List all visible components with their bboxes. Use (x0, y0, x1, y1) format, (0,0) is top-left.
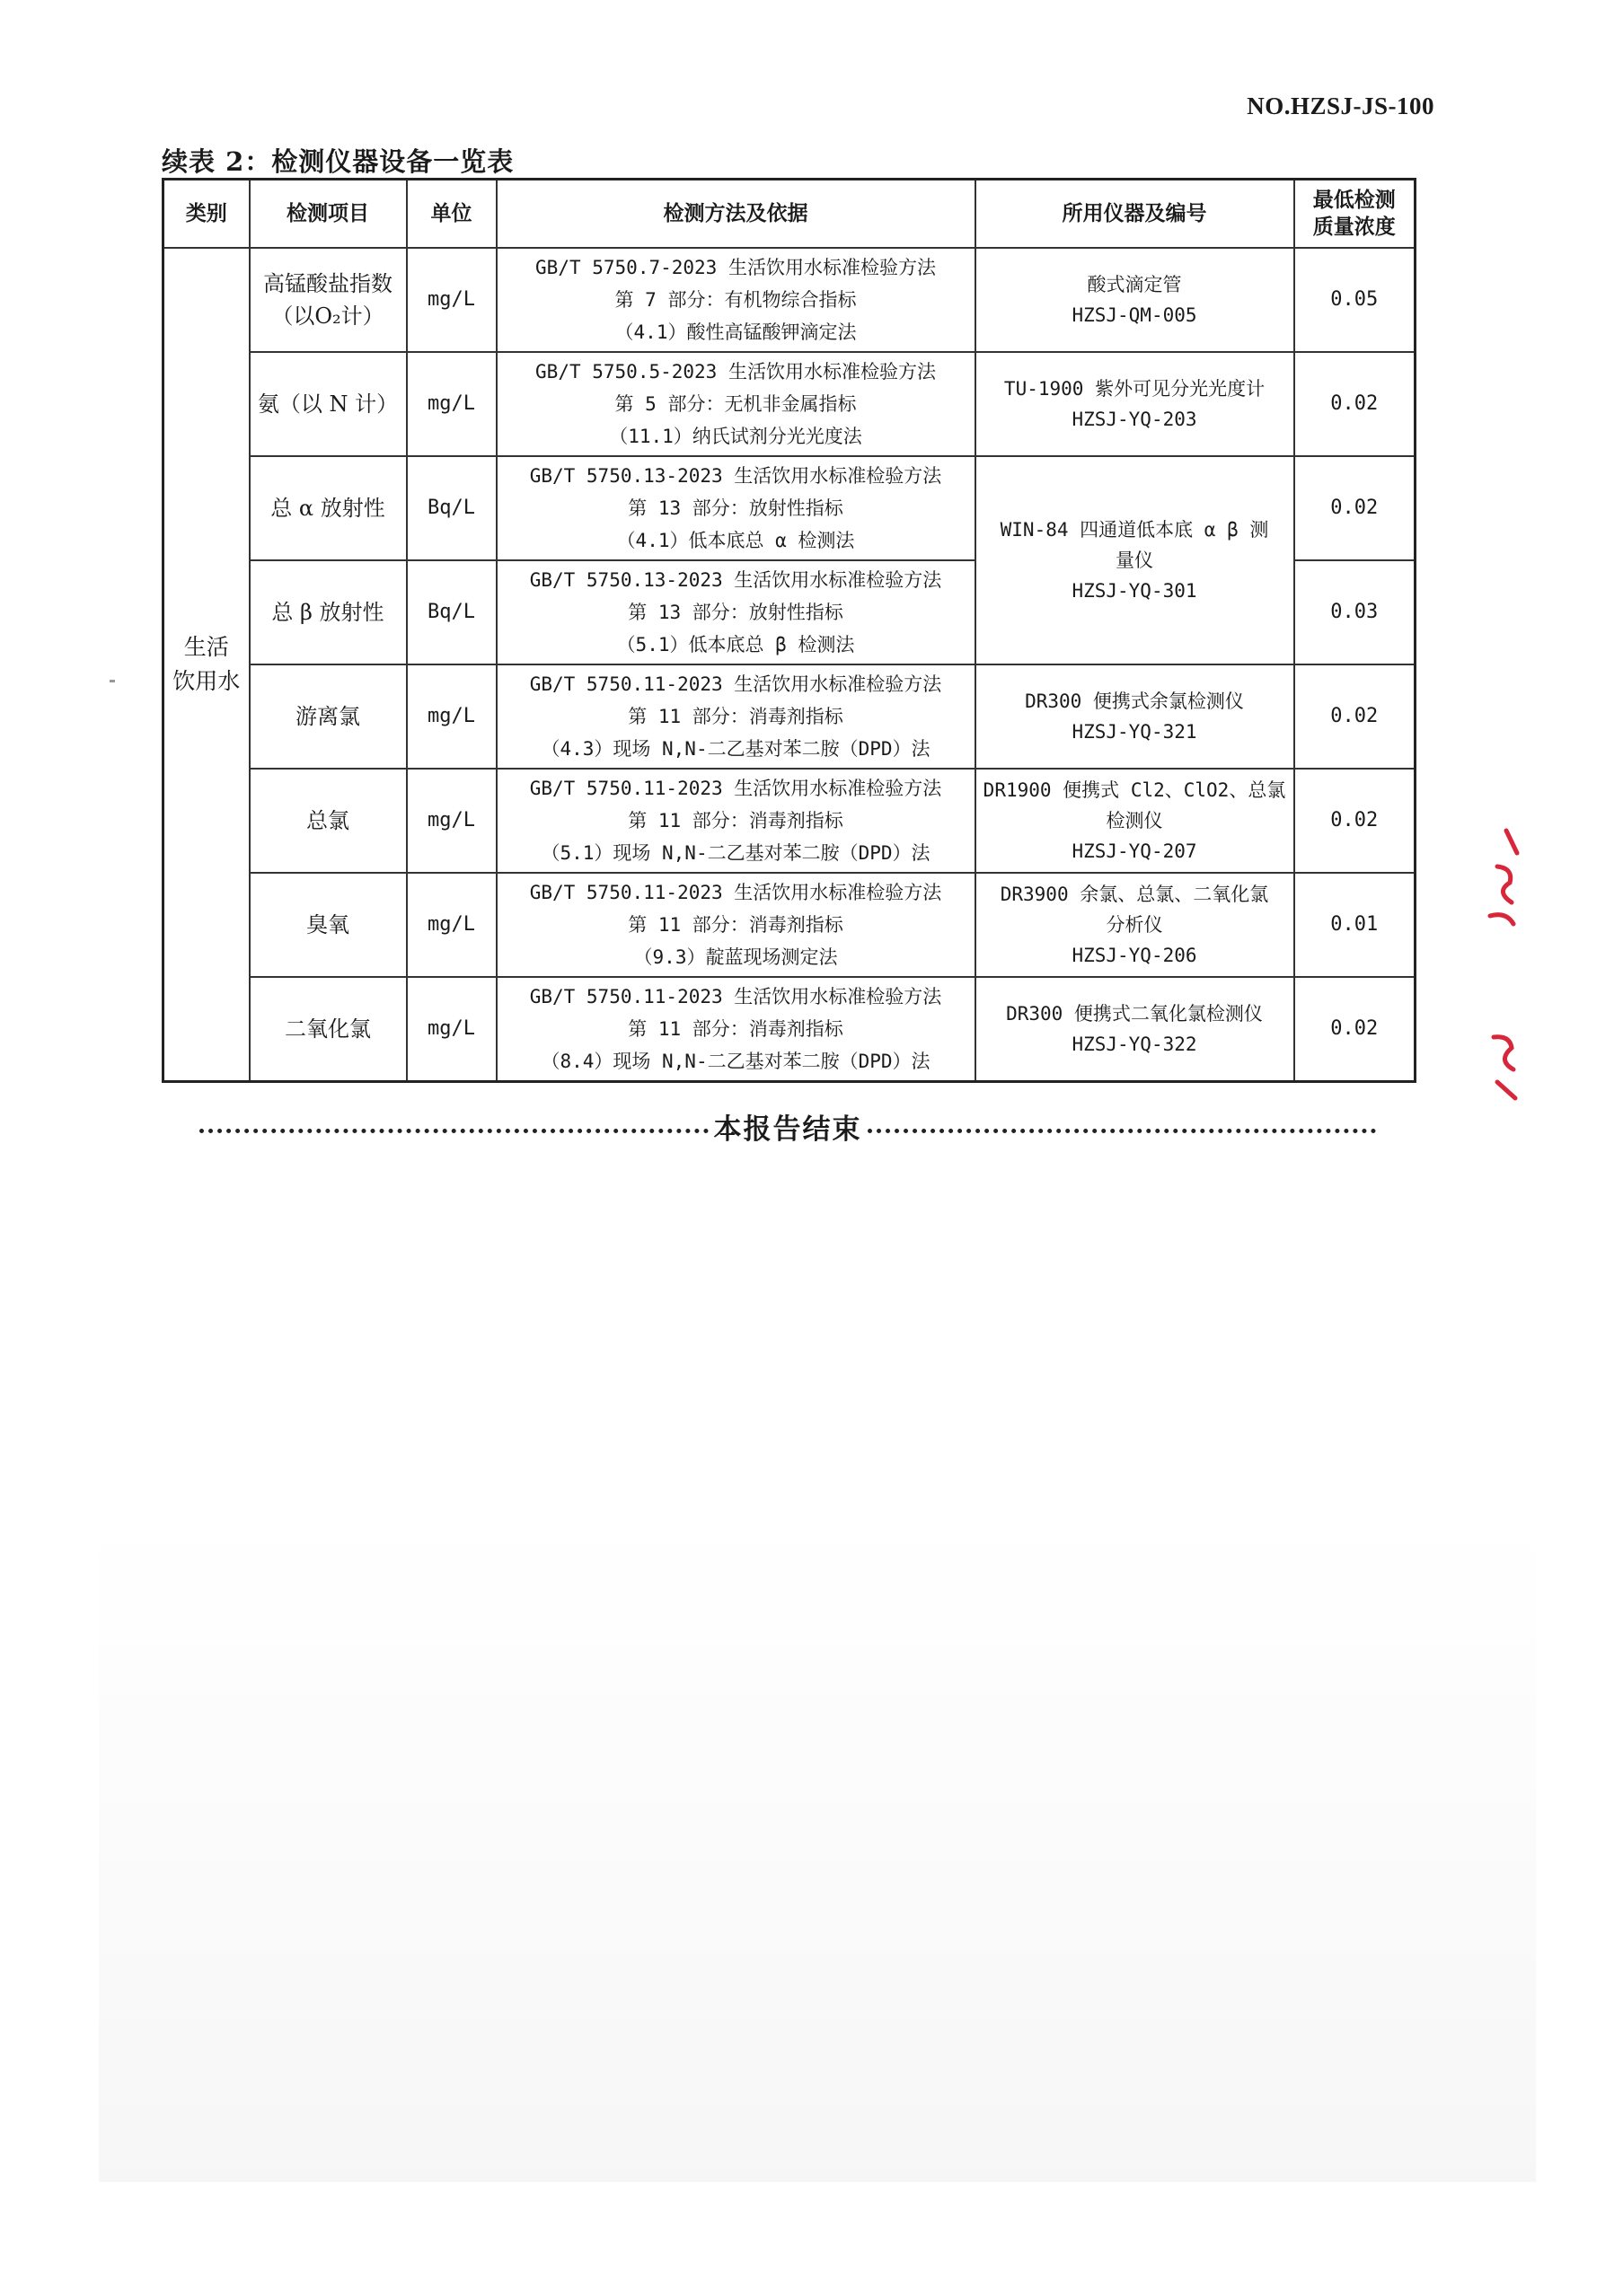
method-line: （4.1）低本底总 α 检测法 (616, 530, 855, 551)
instrument-line: 分析仪 (1106, 914, 1163, 936)
instrument-cell (975, 873, 1294, 977)
table-row (163, 456, 1416, 560)
method-line: GB/T 5750.5-2023 生活饮用水标准检验方法 (535, 361, 936, 383)
instrument-line: DR1900 便携式 Cl2、ClO2、总氯 (983, 779, 1286, 801)
method-cell (497, 873, 975, 977)
method-line: GB/T 5750.11-2023 生活饮用水标准检验方法 (529, 986, 942, 1007)
seal-stamp-fragment (1470, 813, 1524, 1118)
header-limit-line: 最低检测 (1312, 188, 1396, 212)
instrument-line: DR300 便携式二氧化氯检测仪 (1006, 1003, 1263, 1025)
table-row (163, 873, 1416, 977)
report-end-text: 本报告结束 (713, 1113, 862, 1146)
instrument-line: WIN-84 四通道低本底 α β 测 (1000, 519, 1269, 541)
table-row (163, 248, 1416, 352)
header-limit-line: 质量浓度 (1312, 215, 1396, 239)
instrument-line: 检测仪 (1106, 810, 1163, 831)
method-line: GB/T 5750.7-2023 生活饮用水标准检验方法 (535, 257, 936, 278)
category-line: 饮用水 (172, 668, 241, 694)
instrument-line: 酸式滴定管 (1087, 274, 1182, 295)
limit-cell: 0.02 (1294, 456, 1416, 560)
instrument-line: HZSJ-YQ-322 (1072, 1034, 1197, 1055)
method-line: 第 7 部分：有机物综合指标 (614, 289, 857, 311)
instrument-line: HZSJ-YQ-203 (1072, 409, 1197, 430)
method-line: GB/T 5750.13-2023 生活饮用水标准检验方法 (529, 465, 942, 487)
instrument-line: HZSJ-YQ-207 (1072, 840, 1197, 862)
instrument-cell (975, 664, 1294, 769)
item-cell: 总氯 (250, 769, 407, 873)
item-cell (250, 248, 407, 352)
limit-cell: 0.05 (1294, 248, 1416, 352)
unit-cell: mg/L (407, 977, 497, 1082)
table-header-row (163, 180, 1416, 249)
instrument-line: DR300 便携式余氯检测仪 (1025, 691, 1244, 712)
unit-cell: mg/L (407, 352, 497, 456)
unit-cell: Bq/L (407, 560, 497, 664)
dotted-leader (199, 1129, 709, 1133)
unit-cell: Bq/L (407, 456, 497, 560)
method-line: 第 11 部分：消毒剂指标 (628, 1018, 843, 1040)
method-line: GB/T 5750.11-2023 生活饮用水标准检验方法 (529, 778, 942, 799)
unit-cell: mg/L (407, 248, 497, 352)
method-line: 第 13 部分：放射性指标 (628, 497, 843, 519)
stamp-stroke (1497, 866, 1512, 902)
category-cell (163, 248, 250, 1082)
margin-mark (110, 680, 115, 682)
instrument-cell (975, 977, 1294, 1082)
table-title: 续表 2：检测仪器设备一览表 (162, 146, 515, 177)
stamp-stroke (1490, 915, 1513, 924)
table-row (163, 664, 1416, 769)
method-line: （11.1）纳氏试剂分光光度法 (609, 426, 862, 447)
method-cell (497, 352, 975, 456)
table-row (163, 977, 1416, 1082)
method-line: GB/T 5750.11-2023 生活饮用水标准检验方法 (529, 882, 942, 903)
instrument-line: TU-1900 紫外可见分光光度计 (1003, 378, 1266, 400)
instrument-cell (975, 248, 1294, 352)
limit-cell: 0.02 (1294, 977, 1416, 1082)
unit-cell: mg/L (407, 664, 497, 769)
instrument-cell (975, 769, 1294, 873)
header-method: 检测方法及依据 (497, 180, 975, 249)
instrument-line: 量仪 (1116, 550, 1153, 571)
instrument-cell-shared (975, 456, 1294, 664)
method-cell (497, 977, 975, 1082)
method-cell (497, 456, 975, 560)
method-line: 第 5 部分：无机非金属指标 (614, 393, 857, 415)
report-end-line (199, 1106, 1376, 1147)
item-cell: 臭氧 (250, 873, 407, 977)
report-number: NO.HZSJ-JS-100 (1247, 92, 1434, 119)
method-line: （4.1）酸性高锰酸钾滴定法 (614, 321, 857, 343)
instrument-line: HZSJ-QM-005 (1072, 304, 1197, 326)
item-cell: 氨（以 N 计） (250, 352, 407, 456)
method-line: （4.3）现场 N,N-二乙基对苯二胺（DPD）法 (541, 738, 931, 760)
method-line: 第 11 部分：消毒剂指标 (628, 810, 843, 831)
item-line: （以O₂计） (271, 303, 384, 329)
instrument-table (162, 178, 1416, 1083)
stamp-stroke (1494, 1037, 1513, 1069)
limit-cell: 0.02 (1294, 352, 1416, 456)
method-line: 第 11 部分：消毒剂指标 (628, 914, 843, 936)
unit-cell: mg/L (407, 873, 497, 977)
table-row (163, 769, 1416, 873)
method-line: （5.1）低本底总 β 检测法 (616, 634, 855, 655)
method-cell (497, 769, 975, 873)
item-cell: 游离氯 (250, 664, 407, 769)
method-line: （9.3）靛蓝现场测定法 (633, 946, 838, 968)
item-line: 高锰酸盐指数 (263, 271, 393, 296)
instrument-line: HZSJ-YQ-321 (1072, 721, 1197, 743)
instrument-line: HZSJ-YQ-301 (1072, 580, 1197, 602)
method-cell (497, 248, 975, 352)
limit-cell: 0.01 (1294, 873, 1416, 977)
instrument-line: DR3900 余氯、总氯、二氧化氯 (1000, 884, 1269, 905)
stamp-stroke (1497, 1082, 1515, 1098)
category-line: 生活 (183, 634, 229, 660)
header-limit (1294, 180, 1416, 249)
header-instrument: 所用仪器及编号 (975, 180, 1294, 249)
method-line: 第 13 部分：放射性指标 (628, 602, 843, 623)
page-shade (99, 1517, 1536, 2182)
dotted-leader (868, 1129, 1377, 1133)
item-cell: 总 β 放射性 (250, 560, 407, 664)
limit-cell: 0.02 (1294, 664, 1416, 769)
method-cell (497, 664, 975, 769)
header-unit: 单位 (407, 180, 497, 249)
unit-cell: mg/L (407, 769, 497, 873)
limit-cell: 0.03 (1294, 560, 1416, 664)
method-line: GB/T 5750.11-2023 生活饮用水标准检验方法 (529, 673, 942, 695)
method-line: 第 11 部分：消毒剂指标 (628, 706, 843, 727)
item-cell: 二氧化氯 (250, 977, 407, 1082)
method-line: （8.4）现场 N,N-二乙基对苯二胺（DPD）法 (541, 1051, 931, 1072)
method-line: （5.1）现场 N,N-二乙基对苯二胺（DPD）法 (541, 842, 931, 864)
method-line: GB/T 5750.13-2023 生活饮用水标准检验方法 (529, 569, 942, 591)
limit-cell: 0.02 (1294, 769, 1416, 873)
instrument-cell (975, 352, 1294, 456)
instrument-line: HZSJ-YQ-206 (1072, 945, 1197, 966)
header-category: 类别 (163, 180, 250, 249)
stamp-stroke (1506, 831, 1517, 853)
table-row (163, 352, 1416, 456)
method-cell (497, 560, 975, 664)
item-cell: 总 α 放射性 (250, 456, 407, 560)
header-item: 检测项目 (250, 180, 407, 249)
